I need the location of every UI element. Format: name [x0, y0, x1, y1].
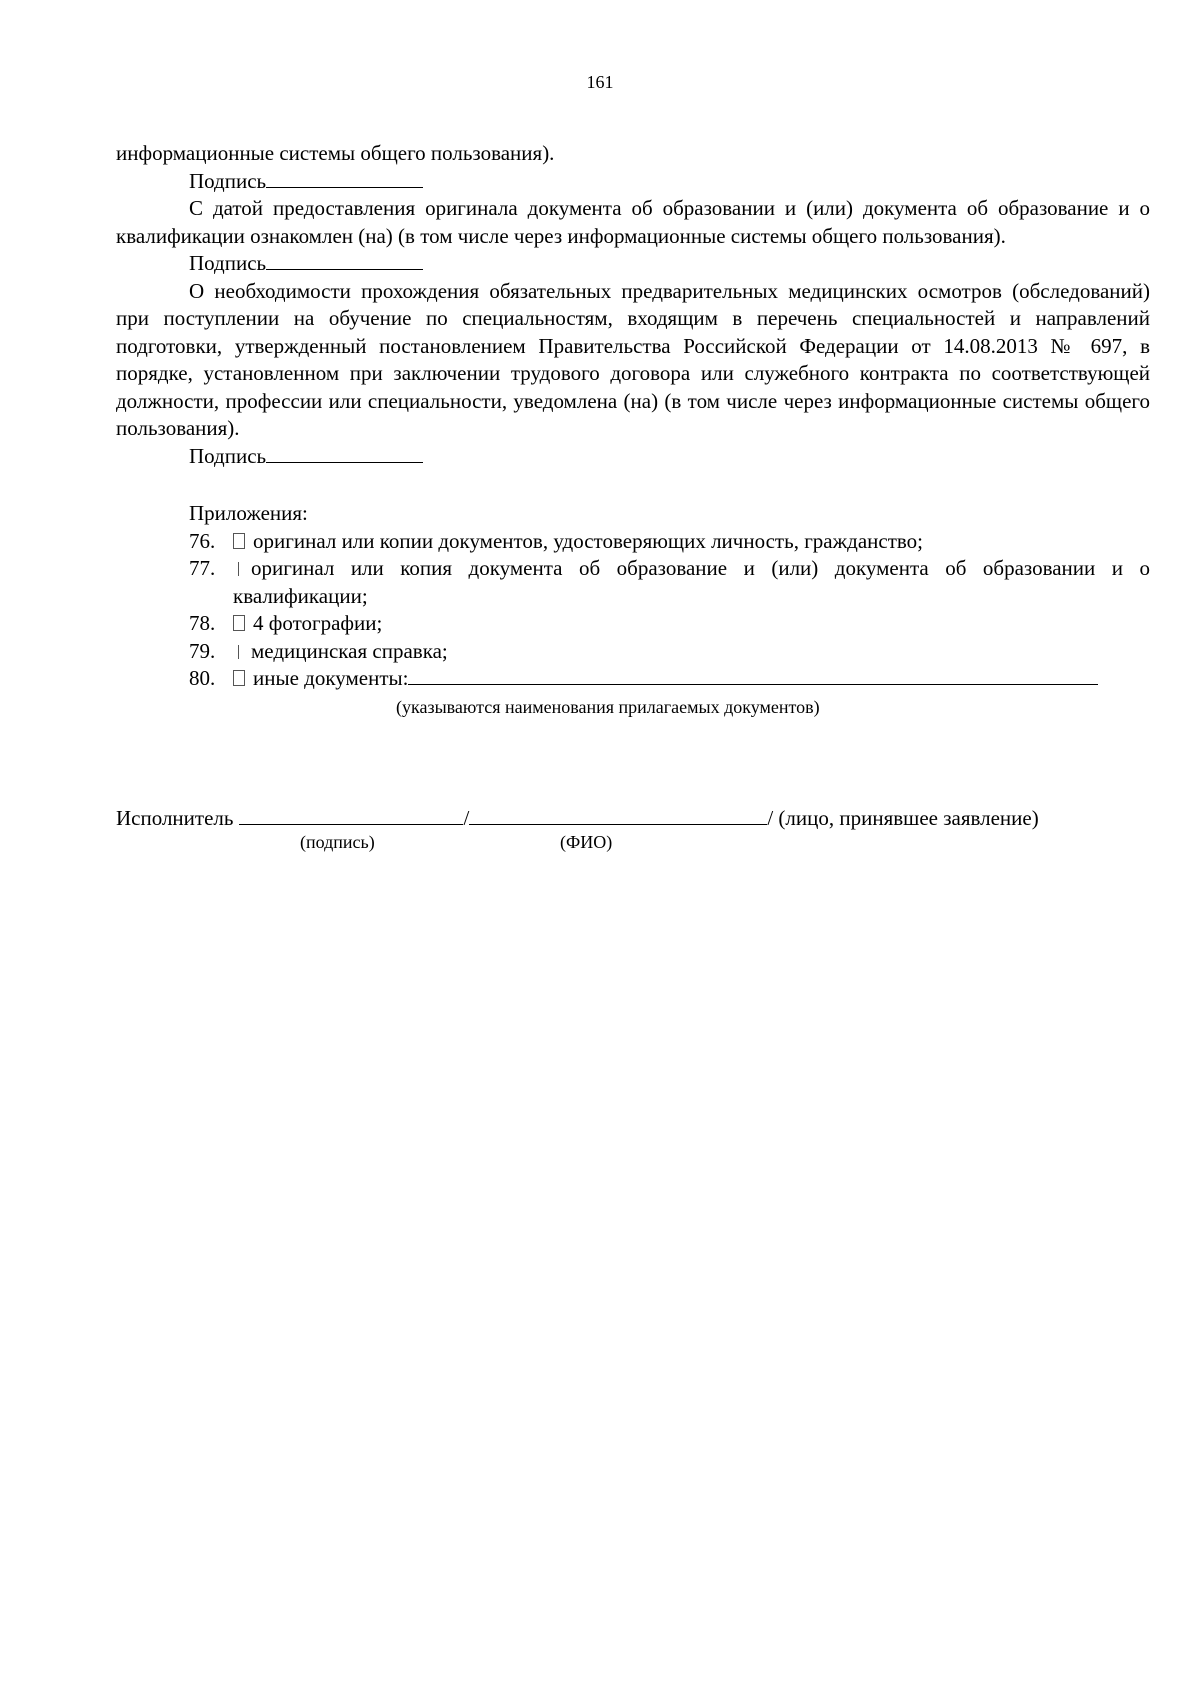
checkbox-icon[interactable] — [233, 615, 245, 631]
attachments-list — [116, 528, 1150, 693]
attachment-number: 80. — [189, 666, 216, 690]
attachment-item — [116, 610, 1150, 638]
signature-blank[interactable] — [266, 444, 423, 463]
checkbox-icon[interactable] — [233, 670, 245, 686]
attachment-text: медицинская справка; — [251, 638, 448, 663]
page-number: 161 — [586, 72, 614, 92]
document-body — [116, 140, 1150, 719]
executor-role: (лицо, принявшее заявление) — [778, 806, 1039, 830]
executor-signature-caption: (подпись) — [300, 832, 375, 852]
attachment-item — [116, 665, 1150, 693]
attachment-number: 76. — [189, 528, 216, 553]
paragraph-medical-examination: О необходимости прохождения обязательных предварительных медицинских осмотров (обследований) при поступлении на обучение по специальностям, входящим в перечень специальностей и направлений подготовки, утвержденный постановлением Правительства Российской Федерации от 14.08.2013 № 697, в порядке, установленном при заключении трудового договора или служебного контракта по соответствующей должности, профессии или специальности, уведомлена (на) (в том числе через информационные системы общего пользования). — [116, 278, 1150, 440]
signature-blank[interactable] — [266, 169, 423, 188]
executor-fio-caption: (ФИО) — [560, 832, 613, 852]
signature-line-1 — [116, 168, 1150, 196]
attachment-text: иные документы: — [253, 666, 409, 690]
executor-slash: / — [767, 806, 774, 830]
signature-blank[interactable] — [266, 251, 423, 270]
signature-label: Подпись — [189, 168, 267, 193]
executor-signature-blank[interactable] — [239, 806, 463, 825]
executor-fio-blank[interactable] — [469, 806, 767, 825]
signature-label: Подпись — [189, 251, 267, 275]
attachments-hint: (указываются наименования прилагаемых документов) — [396, 696, 820, 717]
checkbox-bar-icon[interactable] — [238, 562, 239, 576]
attachment-item — [116, 528, 1150, 556]
checkbox-icon[interactable] — [233, 533, 245, 549]
attachment-number: 77. — [189, 556, 216, 580]
attachment-text: 4 фотографии; — [253, 611, 383, 635]
other-documents-blank[interactable] — [408, 666, 1098, 685]
attachment-number: 78. — [189, 611, 216, 635]
executor-slash: / — [463, 806, 470, 830]
signature-line-3 — [116, 443, 1150, 471]
attachment-item — [116, 555, 1150, 610]
checkbox-bar-icon[interactable] — [238, 645, 239, 659]
attachment-item — [116, 638, 1150, 666]
paragraph-original-document: С датой предоставления оригинала документа об образовании и (или) документа об образование и о квалификации ознакомлен (на) (в том числе через информационные системы общего пользования). — [116, 196, 1150, 248]
signature-label: Подпись — [189, 443, 267, 468]
signature-line-2 — [116, 250, 1150, 278]
executor-line — [116, 806, 1039, 831]
spacer — [116, 470, 1150, 500]
paragraph-continuation: информационные системы общего пользования). — [116, 141, 555, 165]
attachment-number: 79. — [189, 638, 216, 663]
attachment-text: оригинал или копия документа об образование и (или) документа об образовании и о квалификации; — [233, 556, 1150, 608]
attachments-title: Приложения: — [189, 501, 308, 525]
attachment-text: оригинал или копии документов, удостоверяющих личность, гражданство; — [253, 528, 923, 553]
executor-label: Исполнитель — [116, 806, 234, 830]
